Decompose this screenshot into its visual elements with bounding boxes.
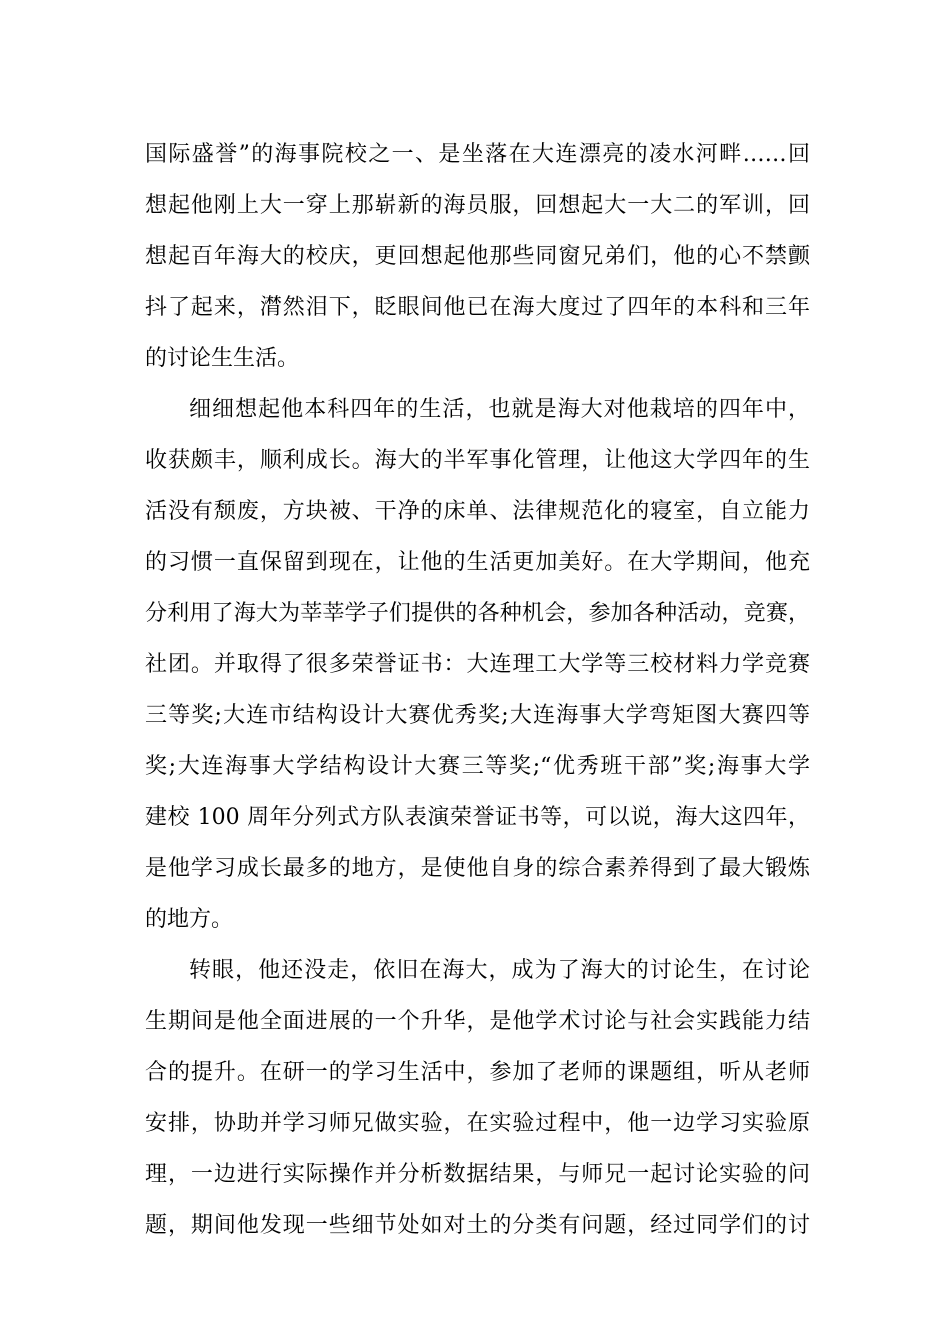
paragraph-2 (145, 384, 810, 945)
text-line: 建校 100 周年分列式方队表演荣誉证书等，可以说，海大这四年， (145, 805, 810, 830)
text-line: 是他学习成长最多的地方，是使他自身的综合素养得到了最大锻炼 (145, 856, 810, 881)
text-line: 生期间是他全面进展的一个升华，是他学术讨论与社会实践能力结 (145, 1009, 810, 1034)
text-line: 国际盛誉”的海事院校之一、是坐落在大连漂亮的凌水河畔……回 (145, 142, 810, 167)
text-line: 的地方。 (145, 907, 234, 932)
text-line: 安排，协助并学习师兄做实验，在实验过程中，他一边学习实验原 (145, 1111, 810, 1136)
document-body (145, 129, 810, 1251)
text-line: 转眼，他还没走，依旧在海大，成为了海大的讨论生，在讨论 (189, 958, 810, 983)
text-line: 想起百年海大的校庆，更回想起他那些同窗兄弟们，他的心不禁颤 (145, 244, 810, 269)
text-line: 抖了起来，潸然泪下，眨眼间他已在海大度过了四年的本科和三年 (145, 295, 810, 320)
text-line: 的习惯一直保留到现在，让他的生活更加美好。在大学期间，他充 (145, 550, 810, 575)
text-line: 三等奖;大连市结构设计大赛优秀奖;大连海事大学弯矩图大赛四等 (145, 703, 810, 728)
text-line: 题，期间他发现一些细节处如对土的分类有问题，经过同学们的讨 (145, 1213, 810, 1238)
text-line: 的讨论生生活。 (145, 346, 300, 371)
text-line: 活没有颓废，方块被、干净的床单、法律规范化的寝室，自立能力 (145, 499, 810, 524)
text-line: 想起他刚上大一穿上那崭新的海员服，回想起大一大二的军训，回 (145, 193, 810, 218)
text-line: 收获颇丰，顺利成长。海大的半军事化管理，让他这大学四年的生 (145, 448, 810, 473)
text-line: 理，一边进行实际操作并分析数据结果，与师兄一起讨论实验的问 (145, 1162, 810, 1187)
text-line: 奖;大连海事大学结构设计大赛三等奖;“优秀班干部”奖;海事大学 (145, 754, 810, 779)
text-line: 分利用了海大为莘莘学子们提供的各种机会，参加各种活动，竞赛， (145, 601, 810, 626)
text-line: 细细想起他本科四年的生活，也就是海大对他栽培的四年中， (189, 397, 810, 422)
text-line: 社团。并取得了很多荣誉证书：大连理工大学等三校材料力学竞赛 (145, 652, 810, 677)
paragraph-3 (145, 945, 810, 1251)
text-line: 合的提升。在研一的学习生活中，参加了老师的课题组，听从老师 (145, 1060, 810, 1085)
paragraph-1 (145, 129, 810, 384)
